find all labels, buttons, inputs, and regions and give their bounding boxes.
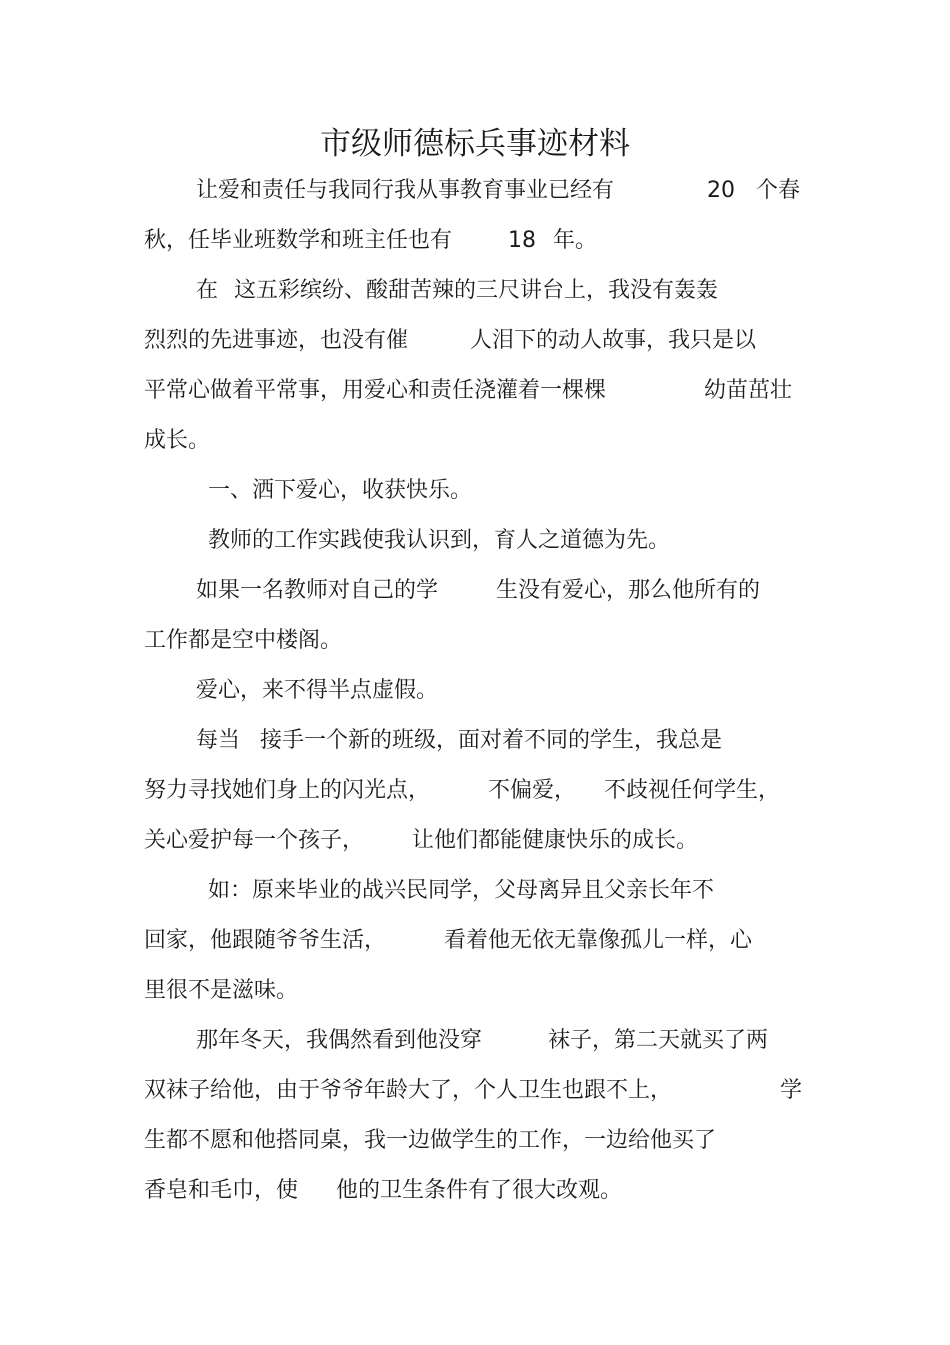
text-segment: 在: [196, 278, 219, 303]
text-segment: 年。: [553, 228, 598, 253]
text-segment: 看着他无依无靠像孤儿一样，心: [444, 928, 753, 953]
text-segment: 里很不是滋味。: [144, 978, 299, 1003]
text-segment: 18: [508, 228, 536, 253]
text-segment: 爱心，来不得半点虚假。: [196, 678, 439, 703]
text-segment: 努力寻找她们身上的闪光点，: [144, 778, 431, 803]
text-segment: 平常心做着平常事，用爱心和责任浇灌着一棵棵: [144, 378, 607, 403]
text-segment: 每当: [196, 728, 241, 753]
text-segment: 他的卫生条件有了很大改观。: [336, 1178, 623, 1203]
text-segment: 不偏爱，: [488, 778, 577, 803]
text-segment: 生没有爱心，那么他所有的: [496, 578, 761, 603]
text-segment: 成长。: [144, 428, 211, 453]
text-segment: 关心爱护每一个孩子，: [144, 828, 365, 853]
text-segment: 20: [707, 178, 735, 203]
text-segment: 如：原来毕业的战兴民同学，父母离异且父亲长年不: [208, 878, 715, 903]
text-segment: 幼苗茁壮: [704, 378, 793, 403]
text-segment: 生都不愿和他搭同桌，我一边做学生的工作，一边给他买了: [144, 1128, 717, 1153]
text-segment: 接手一个新的班级，面对着不同的学生，我总是: [260, 728, 723, 753]
text-segment: 如果一名教师对自己的学: [196, 578, 439, 603]
text-segment: 烈烈的先进事迹，也没有催: [144, 328, 409, 353]
text-segment: 双袜子给他，由于爷爷年龄大了，个人卫生也跟不上，: [144, 1078, 673, 1103]
text-segment: 让爱和责任与我同行我从事教育事业已经有: [196, 178, 615, 203]
text-segment: 个春: [756, 178, 801, 203]
text-segment: 教师的工作实践使我认识到，育人之道德为先。: [208, 528, 671, 553]
text-segment: 那年冬天，我偶然看到他没穿: [196, 1028, 483, 1053]
text-segment: 一、洒下爱心，收获快乐。: [208, 478, 473, 503]
text-segment: 让他们都能健康快乐的成长。: [412, 828, 699, 853]
text-segment: 香皂和毛巾，使: [144, 1178, 299, 1203]
text-segment: 不歧视任何学生，: [604, 778, 781, 803]
text-segment: 袜子，第二天就买了两: [548, 1028, 769, 1053]
text-segment: 工作都是空中楼阁。: [144, 628, 343, 653]
text-segment: 学: [780, 1078, 803, 1103]
text-segment: 人泪下的动人故事，我只是以: [470, 328, 757, 353]
text-segment: 这五彩缤纷、酸甜苦辣的三尺讲台上，我没有轰轰: [234, 278, 719, 303]
text-segment: 回家，他跟随爷爷生活，: [144, 928, 387, 953]
document-title: 市级师德标兵事迹材料: [320, 126, 630, 162]
text-segment: 秋，任毕业班数学和班主任也有: [144, 228, 453, 253]
